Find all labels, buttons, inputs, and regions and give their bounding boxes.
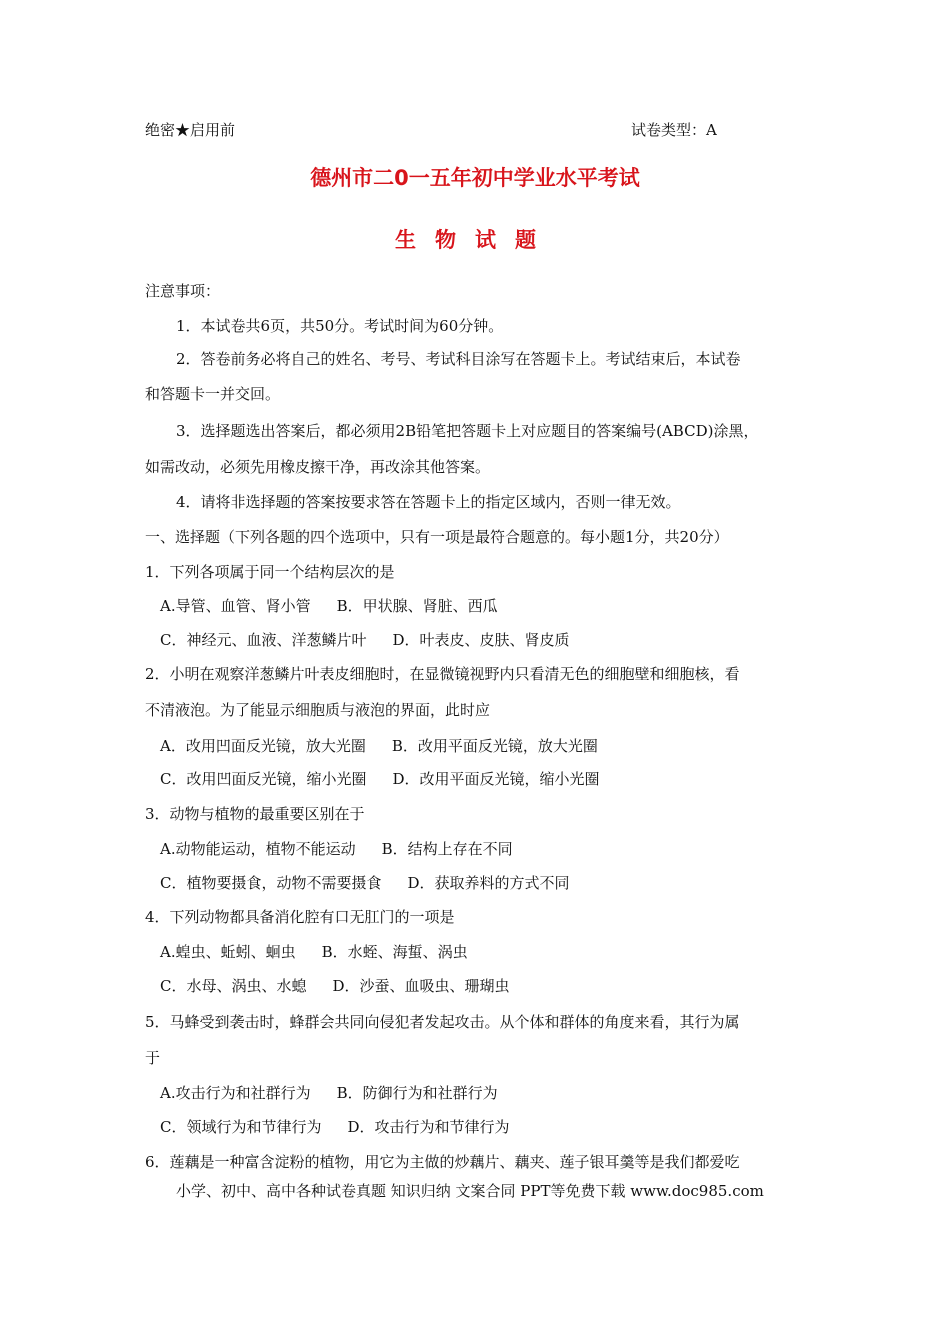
option-a: A.蝗虫、蚯蚓、蛔虫	[160, 943, 296, 961]
option-c: C．水母、涡虫、水螅	[160, 977, 307, 995]
question-options-row	[160, 1083, 498, 1103]
question-stem: 3．动物与植物的最重要区别在于	[145, 805, 365, 823]
question-stem: 2．小明在观察洋葱鳞片叶表皮细胞时，在显微镜视野内只看清无色的细胞壁和细胞核，看	[145, 665, 740, 683]
option-b: B．改用平面反光镜，放大光圈	[391, 737, 598, 755]
option-d: D．沙蚕、血吸虫、珊瑚虫	[332, 977, 510, 995]
option-d: D．叶表皮、皮肤、肾皮质	[392, 631, 570, 649]
option-a: A.导管、血管、肾小管	[160, 597, 311, 615]
question-options-row	[160, 873, 570, 893]
question-options-row	[160, 769, 600, 789]
question-options-row	[160, 1117, 510, 1137]
question-stem: 5．马蜂受到袭击时，蜂群会共同向侵犯者发起攻击。从个体和群体的角度来看，其行为属	[145, 1013, 740, 1031]
note-item-2-cont: 和答题卡一并交回。	[145, 385, 281, 403]
note-item-2: 2．答卷前务必将自己的姓名、考号、考试科目涂写在答题卡上。考试结束后，本试卷	[176, 350, 741, 368]
option-b: B．防御行为和社群行为	[336, 1084, 498, 1102]
question-stem: 6．莲藕是一种富含淀粉的植物，用它为主做的炒藕片、藕夹、莲子银耳羹等是我们都爱吃	[145, 1153, 740, 1171]
question-options-row	[160, 976, 510, 996]
note-item-4: 4．请将非选择题的答案按要求答在答题卡上的指定区域内，否则一律无效。	[176, 493, 681, 511]
question-options-row	[160, 596, 498, 616]
option-a: A．改用凹面反光镜，放大光圈	[160, 737, 366, 755]
question-stem-cont: 不清液泡。为了能显示细胞质与液泡的界面，此时应	[145, 701, 491, 719]
option-a: A.动物能运动，植物不能运动	[160, 840, 356, 858]
note-item-3-cont: 如需改动，必须先用橡皮擦干净，再改涂其他答案。	[145, 458, 491, 476]
option-c: C．植物要摄食，动物不需要摄食	[160, 874, 382, 892]
section-heading: 一、选择题（下列各题的四个选项中，只有一项是最符合题意的。每小题1分，共20分）	[145, 528, 729, 546]
note-item-1: 1．本试卷共6页，共50分。考试时间为60分钟。	[176, 317, 504, 335]
page-footer: 小学、初中、高中各种试卷真题 知识归纳 文案合同 PPT等免费下载 www.doc985.com	[176, 1182, 764, 1200]
option-c: C．改用凹面反光镜，缩小光圈	[160, 770, 367, 788]
note-item-3: 3．选择题选出答案后，都必须用2B铅笔把答题卡上对应题目的答案编号(ABCD)涂黑，	[176, 422, 759, 440]
option-b: B．水蛭、海蜇、涡虫	[321, 943, 468, 961]
option-a: A.攻击行为和社群行为	[160, 1084, 311, 1102]
question-stem-cont: 于	[145, 1049, 161, 1067]
option-d: D．获取养料的方式不同	[407, 874, 570, 892]
question-options-row	[160, 630, 570, 650]
question-options-row	[160, 942, 468, 962]
question-options-row	[160, 839, 513, 859]
exam-title: 德州市二0一五年初中学业水平考试	[310, 166, 640, 190]
paper-type-label: 试卷类型：A	[631, 121, 717, 139]
question-stem: 1．下列各项属于同一个结构层次的是	[145, 563, 395, 581]
option-b: B．甲状腺、肾脏、西瓜	[336, 597, 498, 615]
notes-heading: 注意事项：	[145, 282, 221, 300]
option-b: B．结构上存在不同	[381, 840, 513, 858]
option-c: C．领域行为和节律行为	[160, 1118, 322, 1136]
option-d: D．攻击行为和节律行为	[347, 1118, 510, 1136]
question-stem: 4．下列动物都具备消化腔有口无肛门的一项是	[145, 908, 455, 926]
option-d: D．改用平面反光镜，缩小光圈	[392, 770, 600, 788]
option-c: C．神经元、血液、洋葱鳞片叶	[160, 631, 367, 649]
subject-title: 生物试题	[395, 228, 555, 252]
question-options-row	[160, 736, 598, 756]
confidential-label: 绝密★启用前	[145, 121, 236, 139]
